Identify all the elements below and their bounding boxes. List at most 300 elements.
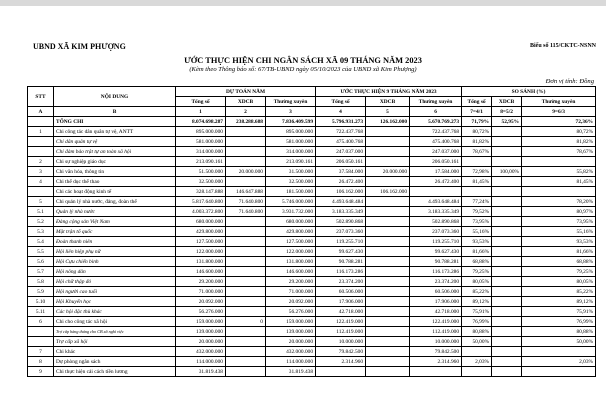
header-actual: ƯỚC THỰC HIỆN 9 THÁNG NĂM 2023	[316, 87, 462, 97]
row-value: 4.003.372.800	[176, 207, 226, 217]
row-name: Hội người cao tuổi	[54, 287, 176, 297]
row-value: 475.400.768	[316, 137, 366, 147]
row-value: 4.493.648.484	[410, 197, 462, 207]
row-value: 81,82%	[522, 137, 596, 147]
row-value: 17.906.000	[410, 297, 462, 307]
row-value	[366, 217, 410, 227]
row-value: 56.276.000	[176, 307, 226, 317]
row-value	[226, 297, 266, 307]
row-value: 37.584.000	[316, 167, 366, 177]
row-value: 475.400.768	[410, 137, 462, 147]
row-value	[226, 307, 266, 317]
row-value	[226, 227, 266, 237]
row-name: Trợ cấp xã hội	[54, 337, 176, 347]
row-value: 139.000.000	[266, 327, 316, 337]
row-value: 314.000.000	[176, 147, 226, 157]
row-value: 55,82%	[522, 167, 596, 177]
row-value: 80,72%	[522, 127, 596, 137]
row-value	[492, 147, 522, 157]
column-index: 7=4/1	[462, 107, 492, 117]
row-value	[492, 307, 522, 317]
row-value: 79,25%	[522, 267, 596, 277]
row-value: 51.500.000	[176, 167, 226, 177]
row-value: 71.000.000	[176, 287, 226, 297]
table-row	[28, 127, 596, 137]
row-value: 581.000.000	[176, 137, 226, 147]
row-name: Mặt trận tổ quốc	[54, 227, 176, 237]
row-value: 119.255.710	[410, 237, 462, 247]
row-value	[366, 277, 410, 287]
subheader: Thường xuyên	[410, 97, 462, 107]
table-row	[28, 207, 596, 217]
subheader: Thường xuyên	[266, 97, 316, 107]
column-index: 2	[226, 107, 266, 117]
row-value: 81,82%	[462, 137, 492, 147]
row-name: Chi quản lý nhà nước, đảng, đoàn thể	[54, 197, 176, 207]
row-value: 126.162.000	[366, 117, 410, 127]
row-value	[492, 257, 522, 267]
table-row	[28, 257, 596, 267]
header-content: NỘI DUNG	[54, 87, 176, 107]
row-value: 722.437.768	[410, 127, 462, 137]
row-value	[226, 137, 266, 147]
column-index: 1	[176, 107, 226, 117]
row-value	[492, 297, 522, 307]
row-value: 114.000.000	[176, 357, 226, 367]
row-value: 80,97%	[522, 207, 596, 217]
row-value: 75,91%	[522, 307, 596, 317]
row-value	[366, 257, 410, 267]
row-name: Các hội đặc thù khác	[54, 307, 176, 317]
row-value	[492, 177, 522, 187]
row-value: 2,03%	[522, 357, 596, 367]
row-value: 77,24%	[462, 197, 492, 207]
row-value: 73,95%	[522, 217, 596, 227]
row-value	[366, 347, 410, 357]
row-value: 17.584.000	[410, 167, 462, 177]
table-row	[28, 197, 596, 207]
row-value	[492, 217, 522, 227]
row-value: 56.276.000	[266, 307, 316, 317]
row-name: Chi các hoạt động kinh tế	[54, 187, 176, 197]
row-value: 119.255.710	[316, 237, 366, 247]
row-value	[226, 127, 266, 137]
row-name: Chi khác	[54, 347, 176, 357]
table-row	[28, 117, 596, 127]
row-value: 20.092.000	[266, 297, 316, 307]
row-value: 122.000.000	[266, 247, 316, 257]
row-name: Chi thể dục thể thao	[54, 177, 176, 187]
row-value: 55,16%	[522, 227, 596, 237]
row-value: 81,66%	[462, 247, 492, 257]
row-value: 20.000.000	[226, 167, 266, 177]
row-name: Chi văn hóa, thông tin	[54, 167, 176, 177]
row-stt: 5.7	[28, 267, 54, 277]
row-value: 71.000.000	[266, 287, 316, 297]
row-value	[366, 157, 410, 167]
row-value: 159.000.000	[266, 317, 316, 327]
row-value: 5.796.931.273	[316, 117, 366, 127]
row-name: TỔNG CHI	[54, 117, 176, 127]
row-value: 502.890.868	[316, 217, 366, 227]
row-value: 79,25%	[462, 267, 492, 277]
table-row	[28, 367, 596, 377]
row-name: Hội nông dân	[54, 267, 176, 277]
row-value: 55,16%	[462, 227, 492, 237]
row-value	[316, 367, 366, 377]
row-value: 81,66%	[522, 247, 596, 257]
row-name: Hội liên hiệp phụ nữ	[54, 247, 176, 257]
row-stt: 9	[28, 367, 54, 377]
row-stt: 5.11	[28, 307, 54, 317]
row-value	[492, 267, 522, 277]
row-value: 32.500.000	[266, 177, 316, 187]
row-value: 146.647.888	[226, 187, 266, 197]
row-value	[492, 327, 522, 337]
row-value	[492, 197, 522, 207]
row-value	[226, 157, 266, 167]
row-value: 68,88%	[462, 257, 492, 267]
row-value: 3.183.335.349	[316, 207, 366, 217]
row-value	[366, 357, 410, 367]
row-value: 429.800.000	[266, 227, 316, 237]
row-value: 29.200.000	[266, 277, 316, 287]
row-value	[492, 137, 522, 147]
row-value: 42.718.000	[410, 307, 462, 317]
row-value: 112.419.000	[316, 327, 366, 337]
table-row	[28, 307, 596, 317]
row-value	[492, 207, 522, 217]
row-value	[492, 367, 522, 377]
row-value: 0	[226, 317, 266, 327]
table-row	[28, 147, 596, 157]
row-value: 5.746.000.000	[266, 197, 316, 207]
subheader: Thường xuyên	[522, 97, 596, 107]
row-value: 680.000.000	[176, 217, 226, 227]
row-value	[492, 317, 522, 327]
row-value: 7.836.409.599	[266, 117, 316, 127]
row-stt	[28, 187, 54, 197]
row-value	[522, 367, 596, 377]
column-index: 5	[366, 107, 410, 117]
row-value: 237.073.360	[316, 227, 366, 237]
row-value: 90.788.281	[316, 257, 366, 267]
row-value: 60.506.000	[316, 287, 366, 297]
table-row	[28, 297, 596, 307]
row-value: 20.000.000	[266, 337, 316, 347]
row-value: 17.906.000	[316, 297, 366, 307]
row-name: Dự phòng ngân sách	[54, 357, 176, 367]
row-value	[226, 337, 266, 347]
subheader: Tổng số	[462, 97, 492, 107]
row-value: 122.000.000	[176, 247, 226, 257]
row-value: 89,12%	[462, 297, 492, 307]
row-value: 106.162.000	[316, 187, 366, 197]
row-value	[492, 187, 522, 197]
row-value: 139.000.000	[176, 327, 226, 337]
row-value	[226, 177, 266, 187]
table-row	[28, 347, 596, 357]
row-value: 60.506.000	[410, 287, 462, 297]
row-value	[226, 147, 266, 157]
row-value: 81,45%	[462, 177, 492, 187]
row-value: 895.000.000	[266, 127, 316, 137]
row-value: 71.640.800	[226, 207, 266, 217]
row-value: 20.000.000	[176, 337, 226, 347]
row-name: Quản lý nhà nước	[54, 207, 176, 217]
row-value: 127.500.000	[266, 237, 316, 247]
row-value	[226, 237, 266, 247]
row-value: 5.670.769.273	[410, 117, 462, 127]
row-value	[366, 207, 410, 217]
row-stt: 6	[28, 317, 54, 327]
row-value: 2,03%	[462, 357, 492, 367]
form-number: Biểu số 115/CKTC-NSNN	[529, 43, 596, 49]
row-value: 80,88%	[522, 327, 596, 337]
row-value	[226, 267, 266, 277]
row-value	[226, 277, 266, 287]
row-stt: 2	[28, 157, 54, 167]
row-value	[462, 187, 492, 197]
row-value: 213.090.161	[266, 157, 316, 167]
row-value: 78,67%	[462, 147, 492, 157]
table-row	[28, 247, 596, 257]
row-value: 23.374.200	[316, 277, 366, 287]
row-value: 80,88%	[462, 327, 492, 337]
row-value	[492, 227, 522, 237]
row-value: 237.073.360	[410, 227, 462, 237]
row-value: 80,05%	[462, 277, 492, 287]
row-value: 79,52%	[462, 207, 492, 217]
row-value	[410, 187, 462, 197]
table-row	[28, 267, 596, 277]
header-budget: DỰ TOÁN NĂM	[176, 87, 316, 97]
row-value: 89,12%	[522, 297, 596, 307]
row-value: 10.000.000	[410, 337, 462, 347]
row-value	[492, 337, 522, 347]
row-value: 31.819.438	[266, 367, 316, 377]
row-value: 146.600.000	[266, 267, 316, 277]
row-stt: 5.3	[28, 227, 54, 237]
row-value: 3.931.732.000	[266, 207, 316, 217]
row-value: 93,53%	[522, 237, 596, 247]
row-value	[522, 347, 596, 357]
row-stt: 7	[28, 347, 54, 357]
row-value: 2.314.960	[410, 357, 462, 367]
row-value: 32.500.000	[176, 177, 226, 187]
column-index: B	[54, 107, 176, 117]
row-value: 31.819.438	[176, 367, 226, 377]
row-value: 3.183.335.349	[410, 207, 462, 217]
row-value	[366, 197, 410, 207]
row-value: 247.037.000	[316, 147, 366, 157]
row-value: 31.500.000	[266, 167, 316, 177]
row-value	[226, 367, 266, 377]
row-value: 76,99%	[462, 317, 492, 327]
row-value	[492, 127, 522, 137]
row-value	[522, 187, 596, 197]
column-index: 8=5/2	[492, 107, 522, 117]
row-value: 80,72%	[462, 127, 492, 137]
subheader: Tổng số	[176, 97, 226, 107]
row-value	[366, 317, 410, 327]
row-value: 238.288.688	[226, 117, 266, 127]
row-value: 79.842.500	[410, 347, 462, 357]
subheader: Tổng số	[316, 97, 366, 107]
row-stt: 5.6	[28, 257, 54, 267]
row-value	[462, 367, 492, 377]
row-stt	[28, 147, 54, 157]
row-stt: 5.9	[28, 287, 54, 297]
row-value	[522, 157, 596, 167]
row-name: Chi công tác dân quân tự vệ, ANTT	[54, 127, 176, 137]
row-value: 76,99%	[522, 317, 596, 327]
table-row	[28, 277, 596, 287]
row-value	[492, 237, 522, 247]
row-value	[366, 287, 410, 297]
document-subtitle: (Kèm theo Thông báo số: 67/TB-UBND ngày 05/10/2023 của UBND xã Kim Phượng)	[189, 66, 417, 73]
row-value: 100,00%	[492, 167, 522, 177]
row-name: Chi cho công tác xã hội	[54, 317, 176, 327]
row-value: 127.500.000	[176, 237, 226, 247]
row-name: Chi sự nghiệp giáo dục	[54, 157, 176, 167]
row-value	[492, 157, 522, 167]
header-compare: SO SÁNH (%)	[462, 87, 596, 97]
table-row	[28, 327, 596, 337]
row-value: 85,22%	[462, 287, 492, 297]
subheader: XDCB	[226, 97, 266, 107]
row-name: Hội chữ thập đỏ	[54, 277, 176, 287]
row-value	[492, 247, 522, 257]
row-value	[410, 367, 462, 377]
row-name: Chi đảm bảo trật tự an toàn xã hội	[54, 147, 176, 157]
row-name: Hội Khuyến học	[54, 297, 176, 307]
row-value: 112.419.000	[410, 327, 462, 337]
table-row	[28, 187, 596, 197]
row-value	[492, 287, 522, 297]
row-value: 122.419.000	[316, 317, 366, 327]
row-value: 432.000.000	[266, 347, 316, 357]
table-row	[28, 287, 596, 297]
row-stt: 5.4	[28, 237, 54, 247]
row-value	[226, 347, 266, 357]
table-row	[28, 157, 596, 167]
row-value: 81,45%	[522, 177, 596, 187]
row-value: 181.500.000	[266, 187, 316, 197]
row-value: 722.437.768	[316, 127, 366, 137]
table-row	[28, 227, 596, 237]
row-value	[492, 357, 522, 367]
row-stt: 5.1	[28, 207, 54, 217]
row-stt	[28, 337, 54, 347]
row-value: 20.000.000	[366, 167, 410, 177]
row-value	[226, 257, 266, 267]
document-title: ƯỚC THỰC HIỆN CHI NGÂN SÁCH XÃ 09 THÁNG NĂM 2023	[184, 56, 422, 65]
row-value: 79.842.500	[316, 347, 366, 357]
row-value: 314.000.000	[266, 147, 316, 157]
row-value	[366, 367, 410, 377]
row-value	[462, 157, 492, 167]
row-value: 68,88%	[522, 257, 596, 267]
row-stt: 8	[28, 357, 54, 367]
row-stt: 5.10	[28, 297, 54, 307]
unit-label: Đơn vị tính: Đồng	[545, 78, 594, 85]
organization-name: UBND XÃ KIM PHƯỢNG	[33, 42, 126, 51]
row-value: 20.092.000	[176, 297, 226, 307]
row-value	[366, 307, 410, 317]
row-stt: 5.2	[28, 217, 54, 227]
row-value: 26.472.400	[410, 177, 462, 187]
budget-table	[27, 86, 596, 377]
row-value: 99.627.430	[316, 247, 366, 257]
row-value: 146.600.000	[176, 267, 226, 277]
row-value: 116.173.286	[410, 267, 462, 277]
row-value	[366, 137, 410, 147]
subheader: XDCB	[492, 97, 522, 107]
subheader: XDCB	[366, 97, 410, 107]
row-value: 680.000.000	[266, 217, 316, 227]
row-value: 581.000.000	[266, 137, 316, 147]
row-value: 10.000.000	[316, 337, 366, 347]
row-value	[366, 177, 410, 187]
row-value	[492, 347, 522, 357]
row-value	[226, 357, 266, 367]
row-value	[366, 297, 410, 307]
row-value	[366, 247, 410, 257]
table-row	[28, 337, 596, 347]
row-name: Chi dân quân tự vệ	[54, 137, 176, 147]
row-value: 52,95%	[492, 117, 522, 127]
row-stt	[28, 137, 54, 147]
table-body	[28, 117, 596, 377]
row-value: 80,05%	[522, 277, 596, 287]
row-value: 8.074.698.287	[176, 117, 226, 127]
row-value	[366, 147, 410, 157]
row-value: 26.472.400	[316, 177, 366, 187]
row-value: 4.493.648.484	[316, 197, 366, 207]
column-index: A	[28, 107, 54, 117]
row-value	[226, 327, 266, 337]
table-row	[28, 167, 596, 177]
row-value: 116.173.286	[316, 267, 366, 277]
row-value: 247.037.000	[410, 147, 462, 157]
row-value: 73,95%	[462, 217, 492, 227]
row-value: 206.050.161	[316, 157, 366, 167]
header-stt: STT	[28, 87, 54, 107]
row-value: 42.718.000	[316, 307, 366, 317]
row-value: 213.090.161	[176, 157, 226, 167]
column-index: 9=6/3	[522, 107, 596, 117]
row-value: 114.000.000	[266, 357, 316, 367]
column-index: 3	[266, 107, 316, 117]
row-name: Đoàn thanh niên	[54, 237, 176, 247]
row-value	[366, 337, 410, 347]
row-value: 429.800.000	[176, 227, 226, 237]
table-row	[28, 177, 596, 187]
table-row	[28, 357, 596, 367]
row-stt: 3	[28, 167, 54, 177]
row-value: 50,00%	[462, 337, 492, 347]
row-value: 50,00%	[522, 337, 596, 347]
row-value: 72,36%	[522, 117, 596, 127]
row-stt	[28, 117, 54, 127]
row-value: 85,22%	[522, 287, 596, 297]
row-value: 29.200.000	[176, 277, 226, 287]
row-value: 106.162.000	[366, 187, 410, 197]
row-name: Đảng cộng sản Việt Nam	[54, 217, 176, 227]
row-name: Hội Cựu chiến binh	[54, 257, 176, 267]
row-value	[226, 217, 266, 227]
